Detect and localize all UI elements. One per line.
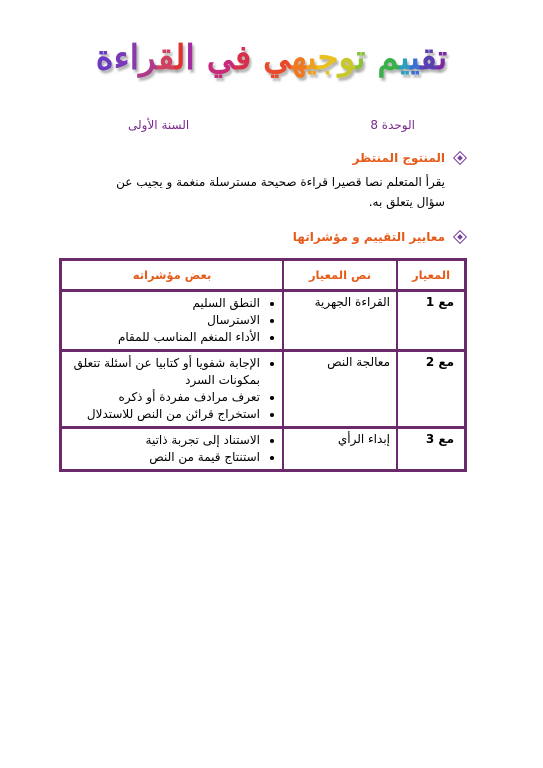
- title-letter: و: [338, 38, 357, 78]
- title-letter: ق: [157, 38, 176, 78]
- table-row: [61, 350, 465, 427]
- title-letter: [251, 38, 263, 78]
- title-letter: م: [377, 38, 400, 78]
- indicators-cell: [61, 290, 283, 350]
- criterion-code: مع 3: [397, 427, 465, 470]
- year-label: السنة الأولى: [128, 118, 190, 132]
- indicator-item: • النطق السليم: [68, 295, 260, 312]
- diamond-bullet-icon: [453, 151, 467, 165]
- unit-label: الوحدة 8: [370, 118, 415, 132]
- header-criterion: المعيار: [397, 260, 465, 290]
- table-header-row: [61, 260, 465, 290]
- title-letter: ل: [175, 38, 186, 78]
- title-letter: ق: [420, 38, 438, 78]
- indicator-item: • الإجابة شفويا أو كتابيا عن أسئلة تتعلق بمكونات السرد: [68, 355, 260, 389]
- criteria-table: [59, 258, 467, 472]
- title-letter: ي: [307, 38, 318, 78]
- criterion-code: مع 1: [397, 290, 465, 350]
- section-heading-text: معايير التقييم و مؤشراتها: [292, 230, 445, 244]
- expected-product-text: يقرأ المتعلم نصا قصيرا قراءة صحيحة مسترسلة منغمة و يجيب عن سؤال يتعلق به.: [116, 175, 445, 209]
- indicator-list: [68, 295, 276, 346]
- indicator-item: • الاسترسال: [68, 312, 260, 329]
- title-letter: [366, 38, 378, 78]
- title-letter: ر: [139, 38, 158, 78]
- indicator-item: • الاستناد إلى تجربة ذاتية: [68, 432, 260, 449]
- title-letter: [195, 38, 207, 78]
- indicator-item: • استخراج قرائن من النص للاستدلال: [68, 406, 260, 423]
- indicator-item: • تعرف مرادف مفردة أو ذكره: [68, 389, 260, 406]
- criterion-code: مع 2: [397, 350, 465, 427]
- section-heading-text: المنتوج المنتظر: [352, 151, 445, 165]
- criterion-name: القراءة الجهرية: [283, 290, 397, 350]
- criterion-name: معالجة النص: [283, 350, 397, 427]
- indicators-cell: [61, 427, 283, 470]
- title-letter: ف: [235, 38, 252, 78]
- indicator-list: [68, 432, 276, 466]
- title-letter: ا: [129, 38, 140, 78]
- diamond-bullet-icon: [453, 230, 467, 244]
- title-letter: ه: [291, 38, 308, 78]
- title-letter: ت: [437, 38, 448, 78]
- title-letter: ي: [206, 38, 236, 78]
- section-heading-criteria: [293, 230, 465, 244]
- table-row: [61, 427, 465, 470]
- title-letter: ء: [113, 38, 130, 78]
- title-letter: ا: [185, 38, 195, 78]
- title-letter: ي: [410, 38, 421, 78]
- title-letter: ي: [400, 38, 411, 78]
- criterion-name: إبداء الرأي: [283, 427, 397, 470]
- indicators-cell: [61, 350, 283, 427]
- table-row: [61, 290, 465, 350]
- indicator-item: • الأداء المنغم المناسب للمقام: [68, 329, 260, 346]
- header-indicators: بعض مؤشراته: [61, 260, 283, 290]
- indicator-list: [68, 355, 276, 423]
- page-title: [0, 38, 543, 78]
- title-letter: ة: [95, 38, 114, 78]
- title-letter: ت: [356, 38, 366, 78]
- title-letter: ج: [317, 38, 339, 78]
- header-criterion-text: نص المعيار: [283, 260, 397, 290]
- title-letter: ي: [263, 38, 292, 78]
- section-heading-expected-product: [353, 151, 465, 165]
- indicator-item: • استنتاج قيمة من النص: [68, 449, 260, 466]
